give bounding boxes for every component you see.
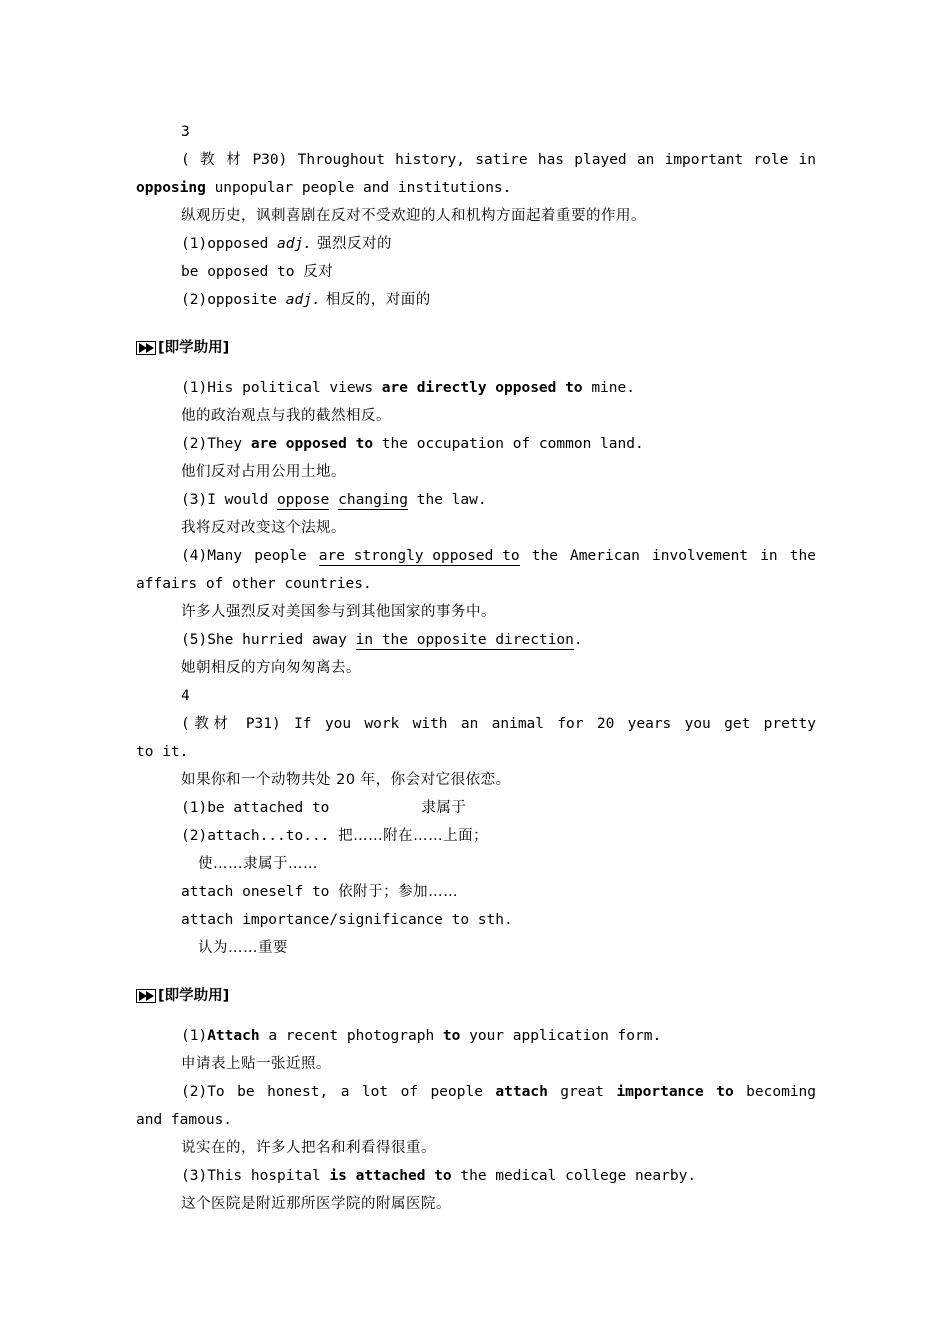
exercise-2-cont: and famous. — [136, 1112, 233, 1128]
document-page — [136, 118, 816, 1218]
answer-blank: oppose — [277, 492, 330, 508]
exercise-translation: 这个医院是附近那所医学院的附属医院。 — [181, 1196, 451, 1212]
exercise-1: (1)Attach a recent photograph to your application form. — [181, 1028, 662, 1044]
exercise-translation: 说实在的，许多人把名和利看得很重。 — [181, 1140, 436, 1156]
exercise-translation: 他们反对占用公用土地。 — [181, 464, 346, 480]
usage-point: attach oneself to 依附于；参加…… — [181, 884, 459, 900]
exercise-4: (4)Many people are strongly opposed to the American involvement in the — [181, 548, 816, 564]
exercise-translation: 许多人强烈反对美国参与到其他国家的事务中。 — [181, 604, 496, 620]
exercise-3: (3)This hospital is attached to the medical college nearby. — [181, 1168, 697, 1184]
exercise-translation: 她朝相反的方向匆匆离去。 — [181, 660, 361, 676]
section-heading: [即学助用] — [136, 982, 816, 1010]
exercise-3: (3)I would oppose changing the law. — [181, 492, 487, 508]
example-sentence: (教材 P31) If you work with an animal for 20 years you get pretty — [181, 716, 816, 732]
item-number: 4 — [181, 688, 190, 704]
play-arrow-icon — [136, 341, 156, 355]
exercise-translation: 他的政治观点与我的截然相反。 — [181, 408, 391, 424]
exercise-translation: 申请表上贴一张近照。 — [181, 1056, 331, 1072]
answer-blank: changing — [338, 492, 408, 508]
item-number: 3 — [181, 124, 190, 140]
exercise-2: (2)To be honest, a lot of people attach great importance to becoming — [181, 1084, 816, 1100]
exercise-1: (1)His political views are directly opposed to mine. — [181, 380, 635, 396]
usage-point: be opposed to 反对 — [181, 264, 334, 280]
translation: 纵观历史，讽刺喜剧在反对不受欢迎的人和机构方面起着重要的作用。 — [181, 208, 646, 224]
usage-point: (2)attach...to... 把……附在……上面； — [181, 828, 489, 844]
exercise-5: (5)She hurried away in the opposite direction. — [181, 632, 583, 648]
usage-point: attach importance/significance to sth. — [181, 912, 513, 928]
usage-point-cont: 认为……重要 — [198, 940, 288, 956]
example-sentence-cont: to it. — [136, 744, 189, 760]
example-sentence-cont: opposing unpopular people and institutions. — [136, 180, 512, 196]
section-heading: [即学助用] — [136, 334, 816, 362]
usage-point: (1)be attached to 隶属于 — [181, 800, 467, 816]
answer-blank: in the opposite direction — [355, 632, 574, 648]
usage-point: (1)opposed adj. 强烈反对的 — [181, 236, 393, 252]
answer-blank: are strongly opposed to — [318, 548, 520, 564]
example-sentence: ( 教 材 P30) Throughout history, satire has played an important role in — [181, 152, 816, 168]
translation: 如果你和一个动物共处 20 年，你会对它很依恋。 — [181, 772, 511, 788]
usage-point: (2)opposite adj. 相反的，对面的 — [181, 292, 431, 308]
usage-point-cont: 使……隶属于…… — [198, 856, 318, 872]
play-arrow-icon — [136, 989, 156, 1003]
exercise-4-cont: affairs of other countries. — [136, 576, 372, 592]
exercise-2: (2)They are opposed to the occupation of common land. — [181, 436, 644, 452]
exercise-translation: 我将反对改变这个法规。 — [181, 520, 346, 536]
